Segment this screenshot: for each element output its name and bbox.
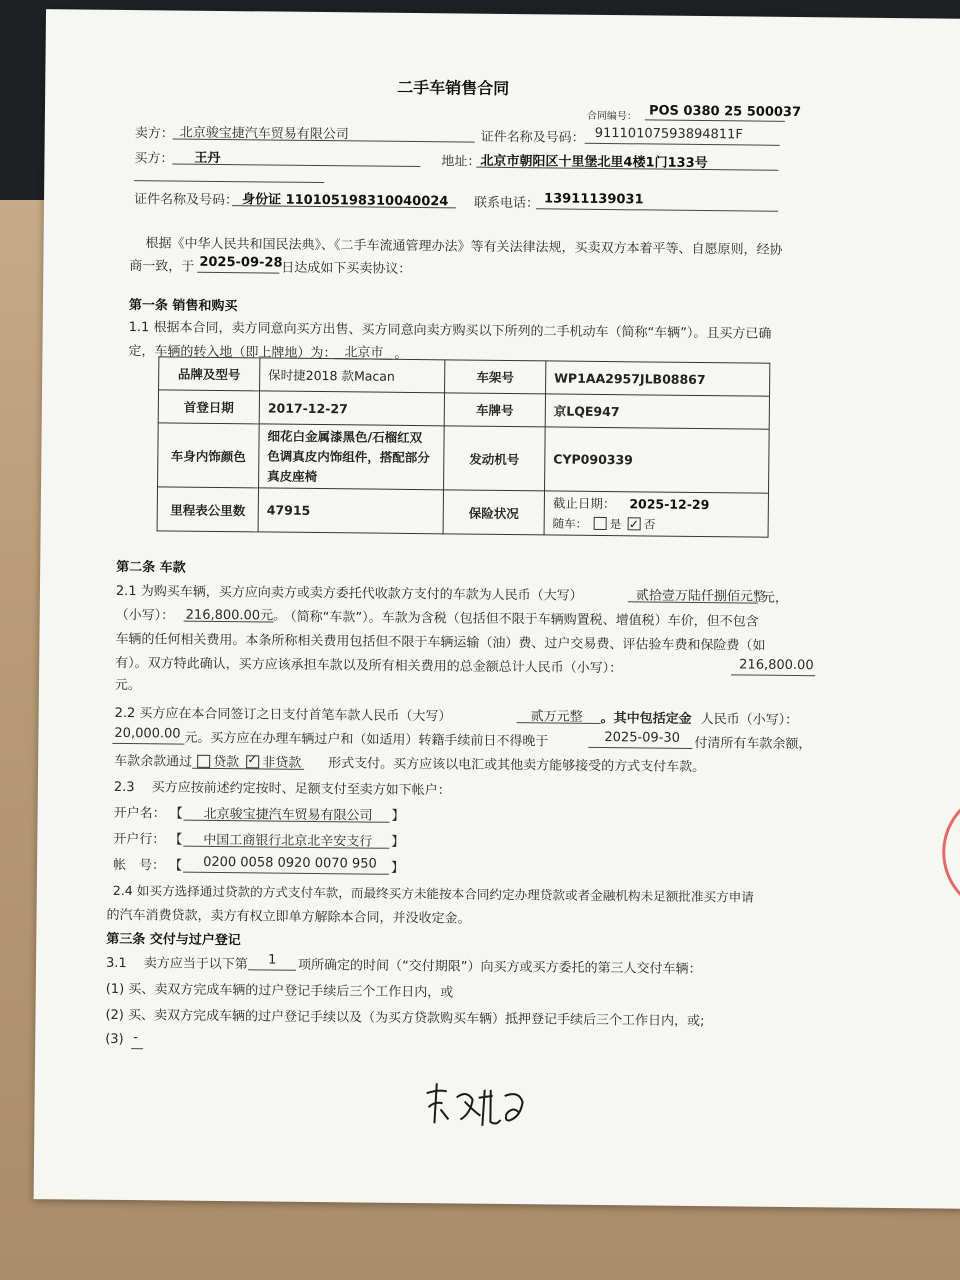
clause-2-4-line-1: 2.4 如买方选择通过贷款的方式支付车款，而最终买方未能按本合同约定办理贷款或者金融机构未足额批准买方申请 (112, 882, 754, 905)
section-2-title: 第二条 车款 (116, 559, 186, 576)
price-lower: 216,800.00元。 (185, 607, 287, 624)
insurance-no-checkbox[interactable] (628, 517, 641, 530)
clause-2-2-line-3a: 车款余款通过 (114, 753, 193, 770)
agreement-date-underline (197, 272, 279, 274)
clause-1-1-end: 。 (394, 346, 408, 362)
non-loan-checkbox[interactable] (246, 755, 259, 768)
balance-deadline-underline (588, 747, 692, 749)
first-reg-label: 首登日期 (158, 390, 259, 424)
clause-2-1-yuan-end: 元。 (114, 677, 142, 694)
insurance-yes-checkbox[interactable] (594, 516, 607, 529)
agreement-date: 2025-09-28 (199, 254, 283, 271)
clause-2-2-line-3b: 形式支付。买方应该以电汇或其他卖方能够接受的方式支付车款。 (328, 756, 706, 776)
clause-2-1-line-2: （简称“车款”）。车款为含税（包括但不限于车辆购置税、增值税）车价，但不包含 (283, 609, 759, 630)
seller-id-underline (585, 143, 780, 146)
clause-3-1-item-3-value: - (133, 1030, 139, 1046)
brand-value: 保时捷2018 款Macan (260, 358, 445, 393)
seller-label: 卖方： (134, 126, 174, 142)
payment-method (194, 751, 301, 771)
clause-2-2-line-2-end: 付清所有车款余额， (694, 735, 812, 753)
account-number-bracket-right: 】 (390, 860, 405, 876)
buyer-phone: 13911139031 (543, 191, 644, 208)
intro-line-1: 根据《中华人民共和国民法典》、《二手车流通管理办法》等有关法律法规，买卖双方本着平等、自愿原则，经协 (145, 236, 783, 258)
clause-3-1-line-1a: 3.1 卖方应当于以下第 (105, 955, 248, 973)
color-line-2: 色调真皮内饰组件，搭配部分 (267, 447, 430, 465)
clause-2-1-line-1: 2.1 为购买车辆，买方应向卖方或卖方委托代收款方支付的车款为人民币（大写） (115, 583, 583, 604)
clause-2-1-yuan: 元， (761, 590, 788, 606)
color-label: 车身内饰颜色 (158, 423, 260, 488)
account-name-label: 开户名： (113, 805, 166, 822)
address-label: 地址： (441, 154, 481, 170)
insurance-expiry-row (553, 493, 760, 515)
brand-label: 品牌及型号 (159, 357, 260, 391)
balance-deadline: 2025-09-30 (604, 730, 681, 746)
mileage-value: 47915 (258, 488, 443, 534)
deposit-lower: 20,000.00 (114, 725, 181, 742)
non-loan-label: 非贷款 (262, 755, 302, 771)
insurance-yes-label: 是 (609, 516, 622, 531)
insurance-no-label: 否 (643, 516, 656, 532)
insurance-expiry-label: 截止日期： (552, 494, 616, 511)
section-3-title: 第三条 交付与过户登记 (106, 931, 241, 949)
delivery-item-underline (248, 969, 296, 971)
clause-2-2-line-2: 元。买方应在办理车辆过户和（如适用）转籍手续前日不得晚于 (184, 730, 549, 750)
clause-2-2-line-1: 2.2 买方应在本合同签订之日支付首笔车款人民币（大写） (114, 705, 452, 725)
transfer-city: 北京市 (344, 345, 384, 361)
account-name-bracket-right: 】 (391, 808, 405, 824)
buyer-id: 身份证 110105198310040024 (241, 192, 449, 210)
vin-value: WP1AA2957JLB08867 (546, 361, 770, 396)
buyer-label: 买方： (134, 151, 174, 167)
clause-2-2-lower-label: 人民币（小写）： (700, 712, 799, 729)
account-number-bracket-left: 【 (168, 858, 183, 874)
clause-3-1-item-2: (2) 买、卖双方完成车辆的过户登记手续以及（为买方贷款购买车辆）抵押登记手续后三个工作日内，或; (105, 1007, 705, 1030)
delivery-item-no: 1 (268, 952, 277, 968)
account-number-label: 帐 号： (112, 857, 166, 874)
insurance-expiry: 2025-12-29 (629, 495, 710, 512)
contract-no: POS 0380 25 500037 (648, 103, 802, 121)
first-payment-upper: 贰万元整 (530, 709, 583, 725)
section-1-title: 第一条 销售和购买 (128, 298, 238, 315)
clause-3-1-line-1b: 项所确定的时间（“交付期限”）向买方或买方委托的第三人交付车辆： (297, 957, 702, 978)
buyer-name: 王丹 (194, 150, 221, 166)
loan-label: 贷款 (213, 754, 240, 771)
clause-2-4-line-2: 的汽车消费贷款，卖方有权立即单方解除本合同，并没收定金。 (106, 907, 471, 927)
phone-underline (536, 208, 778, 212)
buyer-id-label: 证件名称及号码： (133, 192, 239, 209)
contract-no-underline (645, 119, 785, 121)
first-reg-value: 2017-12-27 (259, 391, 444, 426)
account-name-bracket-left: 【 (169, 806, 183, 822)
account-bank: 中国工商银行北京北辛安支行 (203, 832, 373, 850)
clause-2-3: 2.3 买方应按前述约定按时、足额支付至卖方如下帐户： (113, 779, 451, 799)
table-row (157, 487, 768, 537)
item-3-underline (131, 1048, 143, 1049)
plate-value: 京LQE947 (545, 394, 769, 429)
price-upper: 贰拾壹万陆仟捌佰元整 (635, 588, 767, 605)
seller-id: 91110107593894811F (594, 125, 743, 143)
clause-3-1-item-1: (1) 买、卖双方完成车辆的过户登记手续后三个工作日内，或 (105, 981, 454, 1001)
table-row (158, 423, 770, 493)
insurance-follow-row (553, 513, 760, 535)
seller-name: 北京骏宝捷汽车贸易有限公司 (179, 125, 349, 143)
clause-2-1-lower-label: （小写）： (115, 607, 175, 624)
intro-line-2a: 商一致，于 (129, 259, 195, 275)
color-line-1: 细花白金属漆黑色/石榴红双 (267, 427, 423, 445)
contract-page (34, 9, 960, 1209)
clause-1-1-line-1: 1.1 根据本合同，卖方同意向买方出售、买方同意向卖方购买以下所列的二手机动车（简称“车辆”）。且买方已确 (128, 320, 772, 342)
insurance-label: 保险状况 (443, 490, 544, 535)
buyer-signature (420, 1075, 531, 1136)
account-number: 0200 0058 0920 0070 950 (203, 854, 377, 872)
clause-2-1-line-4: 有）。双方特此确认，买方应该承担车款以及所有相关费用的总金额总计人民币（小写）： (115, 655, 623, 677)
total-amount-underline (731, 674, 815, 676)
engine-label: 发动机号 (444, 426, 546, 491)
vehicle-info-table (157, 356, 771, 537)
plate-label: 车牌号 (444, 393, 545, 427)
account-name: 北京骏宝捷汽车贸易有限公司 (203, 806, 373, 824)
engine-value: CYP090339 (545, 427, 770, 493)
account-bank-bracket-right: 】 (391, 834, 405, 850)
insurance-follow-label: 随车： (552, 515, 588, 531)
contract-title: 二手车销售合同 (397, 77, 510, 98)
clause-3-1-item-3: (3) (105, 1031, 124, 1047)
account-bank-label: 开户行： (113, 831, 166, 848)
phone-label: 联系电话： (473, 195, 540, 212)
mileage-label: 里程表公里数 (157, 487, 258, 532)
company-seal-stamp (942, 789, 960, 916)
insurance-value (544, 491, 768, 537)
clause-2-2-deposit: 。其中包括定金 (600, 710, 692, 727)
deposit-lower-underline (112, 743, 184, 745)
intro-line-2b: 日达成如下买卖协议： (281, 260, 412, 277)
total-amount: 216,800.00 (739, 657, 814, 674)
account-bank-bracket-left: 【 (169, 832, 183, 848)
seller-id-label: 证件名称及号码： (480, 129, 585, 146)
clause-2-1-line-3: 车辆的任何相关费用。本条所称相关费用包括但不限于车辆运输（油）费、过户交易费、评估验车费和保险费（如 (115, 631, 766, 654)
color-value (259, 424, 445, 490)
vin-label: 车架号 (445, 360, 546, 394)
blank-underline (134, 180, 324, 183)
contract-no-label: 合同编号： (586, 110, 637, 123)
account-number-underline (183, 872, 389, 875)
loan-checkbox[interactable] (197, 755, 210, 768)
clause-1-1-line-2: 定，车辆的转入地（即上牌地）为： (128, 344, 337, 362)
color-line-3: 真皮座椅 (267, 467, 318, 484)
buyer-address: 北京市朝阳区十里堡北里4楼1门133号 (480, 153, 708, 172)
